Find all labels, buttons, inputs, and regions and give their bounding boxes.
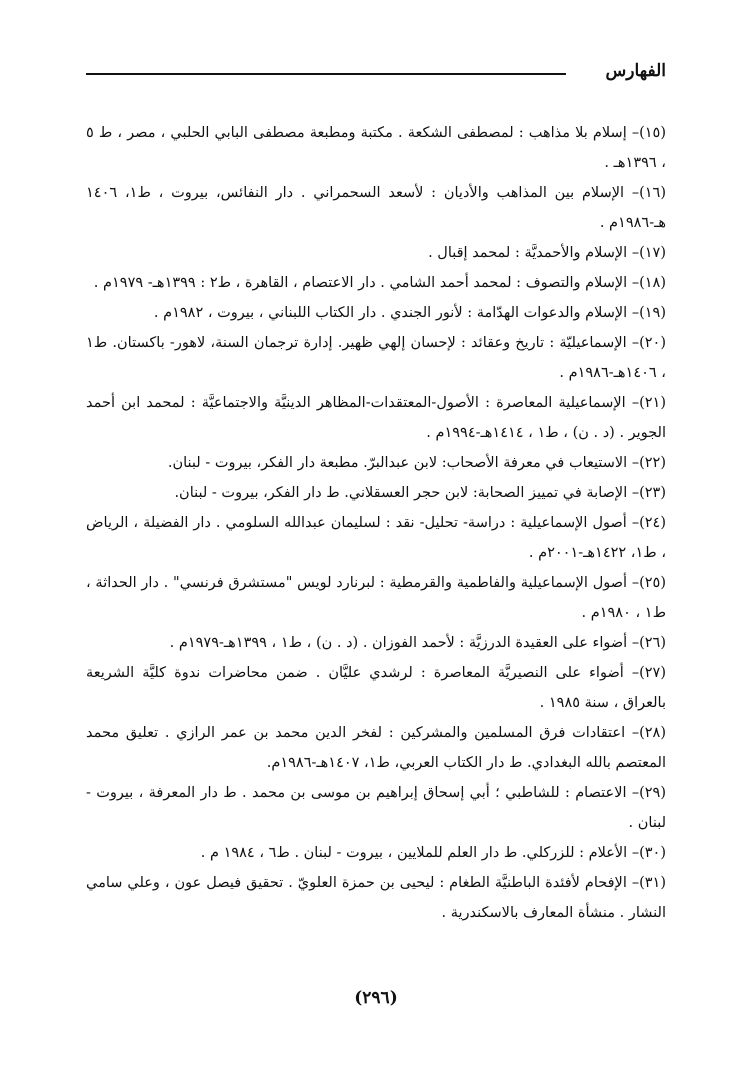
entry-text: الإصابة في تمييز الصحابة: لابن حجر العسقلاني. ط دار الفكر، بيروت - لبنان. bbox=[174, 485, 628, 501]
entry-number: (٢٨)– bbox=[631, 725, 666, 741]
bibliography-entry bbox=[86, 568, 666, 628]
entry-number: (٣١)– bbox=[631, 875, 666, 891]
bibliography-entry bbox=[86, 718, 666, 778]
entry-number: (٣٠)– bbox=[631, 845, 666, 861]
entry-number: (٢٠)– bbox=[631, 335, 666, 351]
bibliography-entry bbox=[86, 238, 666, 268]
entry-number: (٢٧)– bbox=[631, 665, 666, 681]
entry-number: (٢٤)– bbox=[631, 515, 667, 531]
entry-text: الإسماعيلية المعاصرة : الأصول-المعتقدات-المظاهر الدينيَّة والاجتماعيَّة : لمحمد ابن أحمد الجوير . (د . ن) ، ط١ ، ١٤١٤هـ-١٩٩٤م . bbox=[86, 395, 666, 441]
entry-text: الإسلام والأحمديَّة : لمحمد إقبال . bbox=[428, 245, 628, 261]
bibliography-entry bbox=[86, 298, 666, 328]
entry-text: الاعتصام : للشاطبي ؛ أبي إسحاق إبراهيم بن موسى بن محمد . ط دار المعرفة ، بيروت - لبنان . bbox=[86, 785, 666, 831]
bibliography-entry bbox=[86, 388, 666, 448]
bibliography-entry bbox=[86, 118, 666, 178]
entry-number: (٢١)– bbox=[631, 395, 667, 411]
page-number: (٢٩٦) bbox=[354, 988, 398, 1008]
bibliography-entry bbox=[86, 658, 666, 718]
entry-text: اعتقادات فرق المسلمين والمشركين : لفخر الدين محمد بن عمر الرازي . تعليق محمد المعتصم بالله البغدادي. ط دار الكتاب العربي، ط١، ١٤٠٧هـ-١٩٨٦م. bbox=[86, 725, 666, 771]
bibliography-entry bbox=[86, 448, 666, 478]
entry-number: (١٧)– bbox=[631, 245, 666, 261]
bibliography-entry bbox=[86, 778, 666, 838]
bibliography-entry bbox=[86, 508, 666, 568]
entry-number: (٢٩)– bbox=[631, 785, 666, 801]
header-rule bbox=[86, 73, 566, 75]
entry-text: الاستيعاب في معرفة الأصحاب: لابن عبدالبرّ. مطبعة دار الفكر، بيروت - لبنان. bbox=[167, 455, 628, 471]
entry-number: (١٩)– bbox=[631, 305, 666, 321]
page-header bbox=[86, 56, 666, 86]
entry-text: الإسماعيليّة : تاريخ وعقائد : لإحسان إلهي ظهير. إدارة ترجمان السنة، لاهور- باكستان. ط١ ، ١٤٠٦هـ-١٩٨٦م . bbox=[86, 335, 666, 381]
entry-number: (٢٢)– bbox=[631, 455, 666, 471]
bibliography-entry bbox=[86, 268, 666, 298]
entry-text: الإسلام بين المذاهب والأديان : لأسعد السحمراني . دار النفائس، بيروت ، ط١، ١٤٠٦ هـ-١٩٨٦م . bbox=[86, 185, 666, 231]
bibliography-entry bbox=[86, 328, 666, 388]
bibliography-entry bbox=[86, 178, 666, 238]
entry-text: الأعلام : للزركلي. ط دار العلم للملايين ، بيروت - لبنان . ط٦ ، ١٩٨٤ م . bbox=[200, 845, 628, 861]
bibliography-entry bbox=[86, 868, 666, 928]
entry-number: (١٨)– bbox=[631, 275, 666, 291]
entry-text: الإسلام والدعوات الهدّامة : لأنور الجندي . دار الكتاب اللبناني ، بيروت ، ١٩٨٢م . bbox=[153, 305, 628, 321]
bibliography-entry bbox=[86, 628, 666, 658]
entry-number: (١٥)– bbox=[631, 125, 666, 141]
entry-text: الإسلام والتصوف : لمحمد أحمد الشامي . دار الاعتصام ، القاهرة ، ط٢ : ١٣٩٩هـ- ١٩٧٩م . bbox=[93, 275, 628, 291]
entry-number: (١٦)– bbox=[631, 185, 666, 201]
entry-text: أضواء على النصيريَّة المعاصرة : لرشدي عليَّان . ضمن محاضرات ندوة كليَّة الشريعة بالعراق ، سنة ١٩٨٥ . bbox=[86, 665, 666, 711]
entry-number: (٢٦)– bbox=[631, 635, 666, 651]
entry-text: الإفحام لأفئدة الباطنيَّة الطغام : ليحيى بن حمزة العلويّ . تحقيق فيصل عون ، وعلي سامي النشار . منشأة المعارف بالاسكندرية . bbox=[86, 875, 666, 921]
entry-text: أصول الإسماعيلية : دراسة- تحليل- نقد : لسليمان عبدالله السلومي . دار الفضيلة ، الرياض ، ط١، ١٤٢٢هـ-٢٠٠١م . bbox=[86, 515, 666, 561]
entry-number: (٢٥)– bbox=[631, 575, 666, 591]
entry-number: (٢٣)– bbox=[631, 485, 666, 501]
bibliography-entry bbox=[86, 478, 666, 508]
entry-text: أضواء على العقيدة الدرزيَّة : لأحمد الفوزان . (د . ن) ، ط١ ، ١٣٩٩هـ-١٩٧٩م . bbox=[169, 635, 628, 651]
entry-text: أصول الإسماعيلية والفاطمية والقرمطية : لبرنارد لويس "مستشرق فرنسي" . دار الحداثة ، ط١ ، ١٩٨٠م . bbox=[86, 575, 666, 621]
entry-text: إسلام بلا مذاهب : لمصطفى الشكعة . مكتبة ومطبعة مصطفى البابي الحلبي ، مصر ، ط ٥ ، ١٣٩٦هـ . bbox=[86, 125, 666, 171]
bibliography-list bbox=[86, 118, 666, 928]
bibliography-entry bbox=[86, 838, 666, 868]
section-title: الفهارس bbox=[605, 61, 666, 81]
